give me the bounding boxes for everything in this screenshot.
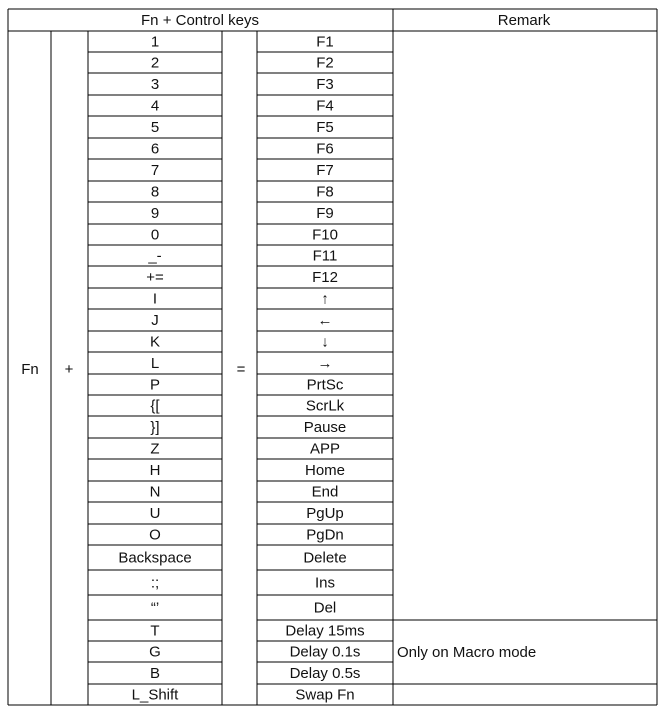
result-function-cell: F11: [312, 247, 338, 265]
result-function-cell: F5: [316, 119, 334, 136]
control-key-cell: P: [149, 376, 161, 394]
result-function-cell: PrtSc: [306, 376, 344, 394]
table-row: [150, 505, 344, 522]
result-function-cell: F6: [316, 140, 334, 158]
table-row: [150, 665, 360, 682]
table-row: [149, 527, 344, 544]
control-key-cell: T: [150, 622, 160, 640]
control-key-cell: {[: [150, 397, 160, 415]
control-key-cell: 5: [150, 119, 160, 136]
result-function-cell: ↑: [321, 290, 329, 308]
table-row: [150, 419, 346, 436]
table-row: [151, 600, 336, 617]
table-row: [150, 398, 344, 415]
table-row: [151, 55, 334, 72]
result-function-cell: Swap Fn: [295, 686, 355, 704]
table-row: [151, 227, 338, 244]
result-function-cell: F10: [312, 226, 338, 244]
result-function-cell: Delay 0.1s: [289, 643, 361, 661]
result-function-cell: APP: [309, 440, 341, 458]
result-function-cell: PgUp: [306, 505, 344, 522]
result-function-cell: F3: [316, 76, 334, 93]
table-row: [147, 248, 337, 265]
header-remark: Remark: [497, 12, 551, 29]
table-row: [151, 119, 334, 136]
control-key-cell: _-: [148, 247, 162, 265]
result-function-cell: Pause: [303, 419, 347, 436]
result-function-cell: Del: [313, 599, 337, 617]
header-fn-control-keys: Fn + Control keys: [141, 12, 259, 29]
result-function-cell: F12: [312, 269, 338, 286]
control-key-cell: 9: [150, 205, 160, 222]
control-key-cell: U: [149, 505, 161, 522]
control-key-cell: L: [150, 355, 160, 372]
result-function-cell: Delay 15ms: [285, 622, 365, 640]
control-key-cell: G: [149, 643, 161, 661]
table-row: [151, 184, 334, 201]
result-function-cell: F9: [316, 205, 334, 222]
result-function-cell: F7: [316, 162, 334, 179]
table-row: [150, 441, 340, 458]
control-key-cell: J: [151, 312, 159, 329]
control-key-cell: 3: [150, 76, 160, 93]
table-row: [150, 334, 329, 351]
control-key-cell: +=: [146, 269, 164, 286]
control-key-cell: O: [149, 526, 161, 544]
equals-sign: =: [236, 361, 246, 378]
result-function-cell: F1: [316, 33, 334, 51]
control-key-cell: 6: [150, 140, 160, 158]
result-function-cell: →: [317, 355, 333, 372]
table-row: [151, 575, 335, 592]
control-key-cell: L_Shift: [131, 686, 179, 704]
result-function-cell: ←: [317, 312, 333, 329]
table-row: [149, 644, 360, 661]
table-row: [151, 312, 332, 329]
control-key-cell: :;: [150, 574, 160, 592]
control-key-cell: K: [149, 333, 161, 351]
control-key-cell: “’: [150, 599, 160, 617]
result-function-cell: Home: [304, 462, 346, 479]
result-function-cell: End: [311, 483, 339, 501]
result-function-cell: F8: [316, 183, 334, 201]
modifier-fn-label: Fn: [21, 361, 39, 378]
control-key-cell: 7: [150, 162, 160, 179]
table-row: [151, 76, 334, 93]
result-function-cell: PgDn: [306, 526, 344, 544]
control-key-cell: H: [149, 462, 161, 479]
control-key-cell: N: [149, 483, 161, 501]
table-row: [118, 550, 346, 567]
control-key-cell: }]: [150, 419, 160, 436]
table-row: [150, 623, 364, 640]
plus-sign: +: [64, 361, 74, 378]
table-row: [151, 205, 334, 222]
table-row: [150, 377, 344, 394]
control-key-cell: I: [152, 290, 158, 308]
control-key-cell: 2: [150, 54, 160, 72]
remark-macro-mode: Only on Macro mode: [397, 644, 537, 661]
result-function-cell: F4: [316, 97, 334, 115]
table-row: [151, 141, 334, 158]
result-function-cell: ↓: [321, 333, 329, 351]
table-row: [150, 462, 345, 479]
result-function-cell: ScrLk: [305, 397, 345, 415]
control-key-cell: Z: [150, 440, 160, 458]
table-row: [151, 34, 334, 51]
table-row: [153, 291, 329, 308]
control-key-cell: 4: [150, 97, 160, 115]
control-key-cell: 8: [150, 183, 160, 201]
table-row: [151, 98, 334, 115]
table-row: [146, 269, 338, 286]
result-function-cell: F2: [316, 54, 334, 72]
result-function-cell: Delete: [303, 549, 347, 567]
table-row: [132, 687, 355, 704]
control-key-cell: 0: [150, 226, 160, 244]
table-row: [151, 162, 334, 179]
result-function-cell: Delay 0.5s: [289, 665, 361, 682]
control-key-cell: B: [149, 665, 161, 682]
result-function-cell: Ins: [314, 574, 336, 592]
control-key-cell: 1: [150, 33, 160, 51]
table-row: [150, 484, 339, 501]
control-key-cell: Backspace: [118, 549, 192, 567]
